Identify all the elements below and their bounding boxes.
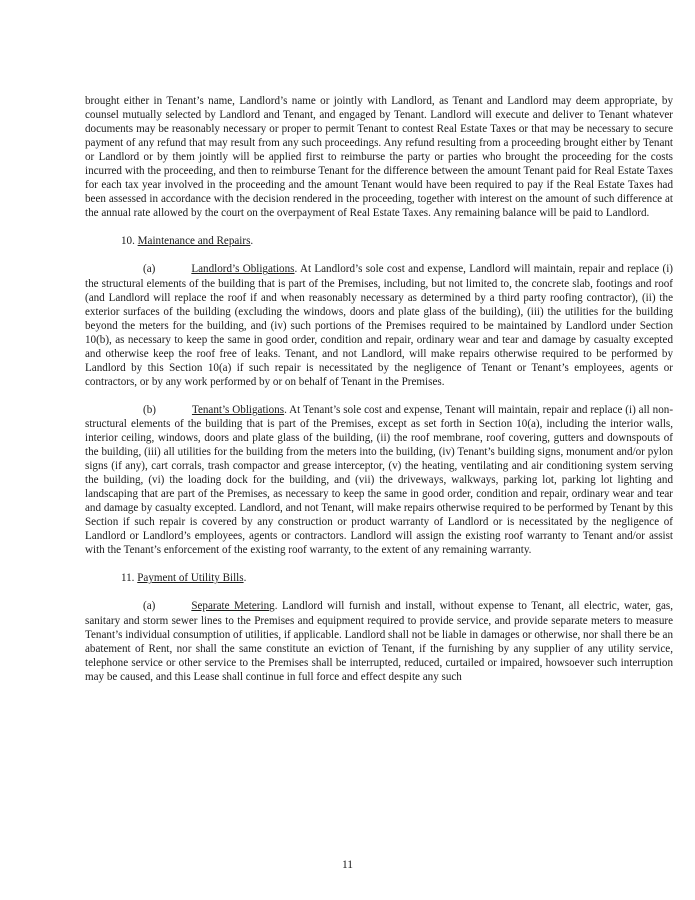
section-11a-paragraph xyxy=(85,599,673,683)
section-10b-paragraph xyxy=(85,403,673,558)
section-10b-body: . At Tenant’s sole cost and expense, Tenant will maintain, repair and replace (i) all non-structural elements of the building that is part of the Premises, except as set forth in Section 10(a), including the interior walls, interior ceiling, windows, doors and plate glass of the building, (ii) the roof membrane, roof covering, gutters and downspouts of the building, (iii) all utilities for the building from the meters into the building, (iv) Tenant’s building signs, monument and/or pylon signs (if any), cart corrals, trash compactor and grease interceptor, (v) the heating, ventilating and air conditioning system serving the building, (vi) the loading dock for the building, and (vii) the driveways, walkways, parking lot, parking lot lighting and landscaping that are part of the Premises, as necessary to keep the same in good order, condition and repair, ordinary wear and tear and damage by casualty excepted. Landlord, and not Tenant, will make repairs otherwise required to be performed by Tenant by this Section if such repair is covered by any construction or product warranty of Landlord or is necessitated by the negligence of Landlord or Landlord’s employees, agents or contractors. Landlord will assign the existing roof warranty to Tenant and/or assist with the Tenant’s enforcement of the existing roof warranty, to the extent of any remaining warranty. xyxy=(85,403,674,557)
section-10-title-suffix: . xyxy=(250,235,254,248)
section-10-title: Maintenance and Repairs xyxy=(137,235,251,248)
section-10a-paragraph xyxy=(85,262,673,388)
continuation-paragraph: brought either in Tenant’s name, Landlord’s name or jointly with Landlord, as Tenant and Landlord may deem appropriate, by counsel mutually selected by Landlord and Tenant, and engaged by Tenant. Landlord will execute and deliver to Tenant whatever documents may be reasonably necessary or proper to permit Tenant to contest Real Estate Taxes or that may be necessary to secure payment of any refund that may result from any such proceedings. Any refund resulting from a proceeding brought either by Tenant or Landlord or by them jointly will be applied first to reimburse the party or parties who brought the proceeding for the costs incurred with the proceeding, and then to reimburse Tenant for the difference between the amount Tenant paid for Real Estate Taxes for each tax year involved in the proceeding and the amount Tenant would have been required to pay if the Real Estate Taxes had been assessed in accordance with the decision rendered in the proceeding, together with interest on the amount of such difference at the annual rate allowed by the court on the overpayment of Real Estate Taxes. Any remaining balance will be paid to Landlord. xyxy=(85,95,673,220)
section-10b-label: (b) xyxy=(143,403,156,416)
section-10a-label: (a) xyxy=(143,263,156,276)
section-10-number: 10. xyxy=(121,235,135,248)
section-11a-heading: Separate Metering xyxy=(191,600,275,613)
section-11-title: Payment of Utility Bills xyxy=(137,572,244,585)
page-number: 11 xyxy=(341,859,354,871)
section-10-heading xyxy=(85,234,673,248)
section-11-number: 11. xyxy=(121,572,135,585)
section-11-heading xyxy=(85,571,673,585)
document-body xyxy=(85,94,673,684)
section-11-title-suffix: . xyxy=(243,572,247,585)
section-11a-label: (a) xyxy=(143,600,156,613)
section-11a-body: . Landlord will furnish and install, without expense to Tenant, all electric, water, gas, sanitary and storm sewer lines to the Premises and equipment required to provide service, and provide separate meters to measure Tenant’s individual consumption of utilities, if applicable. Landlord shall not be liable in damages or otherwise, nor shall there be an abatement of Rent, nor shall the same constitute an eviction of Tenant, if the furnishing by any supplier of any utility service, telephone service or other service to the Premises shall be interrupted, reduced, curtailed or impaired, howsoever such interruption may be caused, and this Lease shall continue in full force and effect despite any such xyxy=(85,600,673,683)
section-10a-body: . At Landlord’s sole cost and expense, Landlord will maintain, repair and replace (i) the structural elements of the building that is part of the Premises, including, but not limited to, the concrete slab, footings and roof (and Landlord will replace the roof if and when reasonably necessary as determined by a third party roofing contractor), (ii) the exterior surfaces of the building (excluding the windows, doors and plate glass of the building), (iii) the utilities for the building beyond the meters for the building, and (iv) such portions of the Premises required to be maintained by Landlord under Section 10(b), as necessary to keep the same in good order, condition and repair, ordinary wear and tear and damage by casualty excepted and otherwise keep the roof free of leaks. Tenant, and not Landlord, will make repairs otherwise required to be performed by Landlord by this Section 10(a) if such repair is necessitated by the negligence of Tenant or Tenant’s employees, agents or contractors, or by any work performed by or on behalf of Tenant in the Premises. xyxy=(85,263,673,388)
section-10a-heading: Landlord’s Obligations xyxy=(191,263,295,276)
section-10b-heading: Tenant’s Obligations xyxy=(191,403,285,416)
